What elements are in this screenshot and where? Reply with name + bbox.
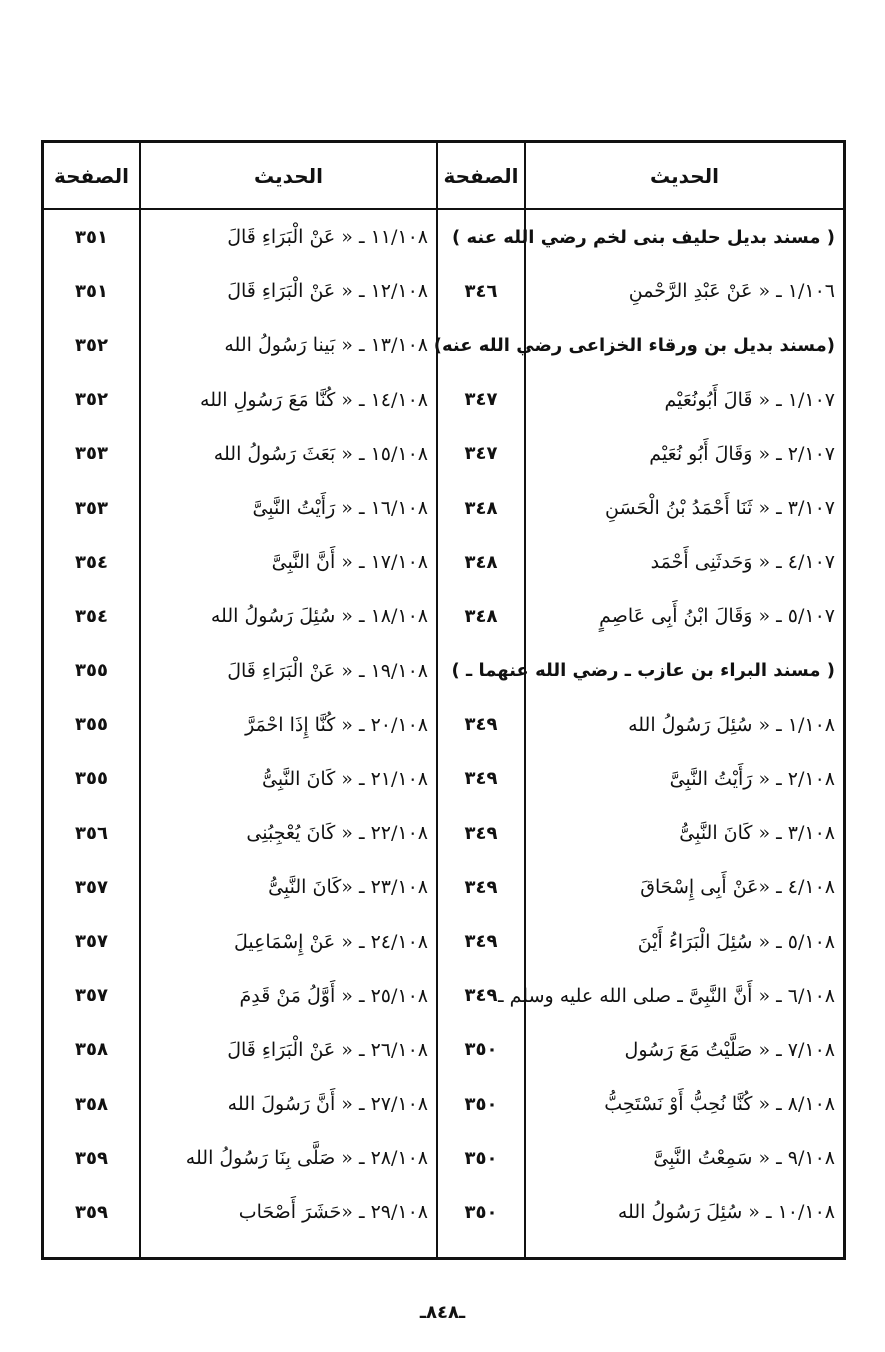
left-hadith-cell: ٢١/١٠٨ ـ « كَانَ النَّبِىُّ [262,767,428,790]
left-page-cell: ٣٥٩ [75,1201,108,1223]
left-page-cell: ٣٥٢ [75,334,108,356]
left-hadith-cell: ٢٨/١٠٨ ـ « صَلَّى بِنَا رَسُولُ الله [185,1147,428,1170]
left-hadith-cell: ١٦/١٠٨ ـ « رَأَيْتُ النَّبِىَّ [252,497,428,520]
left-hadith-cell: ٢٢/١٠٨ ـ « كَانَ يُعْجِبُنِى [246,822,428,845]
table-body [44,210,843,1240]
table-row [44,535,843,589]
table-row [44,481,843,535]
header-right-page: الصفحة [443,163,519,188]
right-page-cell: ٣٥٠ [464,1201,498,1223]
left-page-cell: ٣٥٥ [75,768,108,790]
right-hadith-cell: ٤/١٠٧ ـ « وَحَدثَنِى أَحْمَد [650,551,835,574]
table-row [44,806,843,860]
right-hadith-cell: ٣/١٠٧ ـ « ثَنَا أَحْمَدُ بْنُ الْحَسَنِ [605,497,835,520]
left-hadith-cell: ١٣/١٠٨ ـ « بَينا رَسُولُ الله [224,334,428,357]
table-row [44,1023,843,1077]
right-hadith-cell: ١/١٠٨ ـ « سُئِلَ رَسُولُ الله [628,713,835,736]
left-hadith-cell: ١٧/١٠٨ ـ « أَنَّ النَّبِىَّ [271,551,428,574]
page-number: ـ٨٤٨ـ [419,1302,466,1323]
left-hadith-cell: ١٩/١٠٨ ـ « عَنْ الْبَرَاءِ قَالَ [227,659,428,682]
right-hadith-cell: ٣/١٠٨ ـ « كَانَ النَّبِىُّ [679,822,835,845]
left-page-cell: ٣٥١ [75,280,108,302]
right-page-cell: ٣٤٧ [464,389,498,411]
right-page-cell: ٣٥٠ [464,1093,498,1115]
table-row [44,969,843,1023]
left-page-cell: ٣٥١ [75,226,108,248]
table-row [44,373,843,427]
right-page-cell: ٣٤٨ [464,551,498,573]
right-hadith-cell: ٥/١٠٨ ـ « سُئِلَ الْبَرَاءُ أَيْنَ [637,930,835,953]
left-page-cell: ٣٥٧ [75,931,108,953]
table-row [44,1077,843,1131]
right-hadith-cell: ٤/١٠٨ ـ «عَنْ أَبِى إِسْحَاقَ [640,876,835,899]
right-hadith-cell: ٨/١٠٨ ـ « كُنَّا نُحِبُّ أَوْ نَسْتَحِبُّ [604,1093,835,1116]
right-page-cell: ٣٤٩ [464,822,498,844]
left-page-cell: ٣٥٧ [75,876,108,898]
table-row [44,752,843,806]
right-page-cell: ٣٤٩ [464,876,498,898]
right-hadith-cell: ٧/١٠٨ ـ « صَلَّيْتُ مَعَ رَسُول [624,1038,835,1061]
right-page-cell: ٣٥٠ [464,1039,498,1061]
left-page-cell: ٣٥٢ [75,389,108,411]
right-hadith-cell: ٥/١٠٧ ـ « وَقَالَ ابْنُ أَبِى عَاصِمٍ [599,605,835,628]
right-page-cell: ٣٤٩ [464,768,498,790]
left-hadith-cell: ١٢/١٠٨ ـ « عَنْ الْبَرَاءِ قَالَ [227,280,428,303]
right-page-cell: ٣٤٨ [464,497,498,519]
left-page-cell: ٣٥٥ [75,714,108,736]
right-hadith-cell: ١/١٠٧ ـ « قَالَ أَبُونُعَيْم [664,388,835,411]
left-page-cell: ٣٥٣ [75,443,108,465]
left-hadith-cell: ١٤/١٠٨ ـ « كُنَّا مَعَ رَسُولِ الله [200,388,428,411]
index-table [41,140,846,1260]
right-page-cell: ٣٤٦ [464,280,498,302]
table-row [44,914,843,968]
left-page-cell: ٣٥٨ [75,1039,108,1061]
left-hadith-cell: ٢٠/١٠٨ ـ « كُنَّا إِذَا احْمَرَّ [245,713,428,736]
right-hadith-cell: ٩/١٠٨ ـ « سَمِعْتُ النَّبِىَّ [653,1147,835,1170]
right-hadith-cell: ٢/١٠٨ ـ « رَأَيْتُ النَّبِىَّ [669,767,835,790]
table-row [44,427,843,481]
table-row [44,264,843,318]
table-row [44,644,843,698]
left-hadith-cell: ١٨/١٠٨ ـ « سُئِلَ رَسُولُ الله [210,605,428,628]
table-row [44,318,843,372]
table-row [44,860,843,914]
table-row [44,698,843,752]
right-page-cell: ٣٤٩ [464,931,498,953]
right-page-cell: ٣٤٧ [464,443,498,465]
left-page-cell: ٣٥٥ [75,660,108,682]
left-hadith-cell: ٢٤/١٠٨ ـ « عَنْ إِسْمَاعِيلَ [233,930,428,953]
left-hadith-cell: ٢٩/١٠٨ ـ «حَشَرَ أَصْحَاب [238,1201,428,1224]
table-row [44,1131,843,1185]
left-page-cell: ٣٥٤ [75,551,108,573]
right-hadith-cell: ( مسند البراء بن عازب ـ رضي الله عنهما ـ ) [451,660,835,682]
right-page-cell: ٣٤٩ [464,714,498,736]
header-left-hadith: الحديث [253,163,323,188]
table-row [44,589,843,643]
right-hadith-cell: ١٠/١٠٨ ـ « سُئِلَ رَسُولُ الله [617,1201,835,1224]
left-hadith-cell: ٢٥/١٠٨ ـ « أَوَّلُ مَنْ قَدِمَ [239,984,428,1007]
header-left-page: الصفحة [53,163,129,188]
left-hadith-cell: ١٥/١٠٨ ـ « بَعَثَ رَسُولُ الله [213,442,428,465]
right-hadith-cell: ( مسند بديل حليف بنى لخم رضي الله عنه ) [451,226,835,248]
left-hadith-cell: ٢٦/١٠٨ ـ « عَنْ الْبَرَاءِ قَالَ [227,1038,428,1061]
header-right-hadith: الحديث [649,163,719,188]
table-row [44,1185,843,1239]
left-page-cell: ٣٥٤ [75,605,108,627]
right-page-cell: ٣٥٠ [464,1147,498,1169]
right-hadith-cell: (مسند بديل بن ورقاء الخزاعى رضي الله عنه) [433,334,835,356]
right-page-cell: ٣٤٩ [464,985,498,1007]
right-hadith-cell: ٦/١٠٨ ـ « أَنَّ النَّبِىَّ ـ صلى الله عليه وسلم ـ [498,984,835,1007]
left-hadith-cell: ٢٧/١٠٨ ـ « أَنَّ رَسُولَ الله [227,1093,428,1116]
left-page-cell: ٣٥٦ [75,822,108,844]
left-hadith-cell: ٢٣/١٠٨ ـ «كَانَ النَّبِىُّ [268,876,428,899]
left-page-cell: ٣٥٣ [75,497,108,519]
right-hadith-cell: ١/١٠٦ ـ « عَنْ عَبْدِ الرَّحْمنِ [628,280,835,303]
right-hadith-cell: ٢/١٠٧ ـ « وَقَالَ أَبُو نُعَيْم [649,442,835,465]
left-page-cell: ٣٥٩ [75,1147,108,1169]
table-row [44,210,843,264]
left-page-cell: ٣٥٨ [75,1093,108,1115]
left-page-cell: ٣٥٧ [75,985,108,1007]
right-page-cell: ٣٤٨ [464,605,498,627]
left-hadith-cell: ١١/١٠٨ ـ « عَنْ الْبَرَاءِ قَالَ [227,226,428,249]
